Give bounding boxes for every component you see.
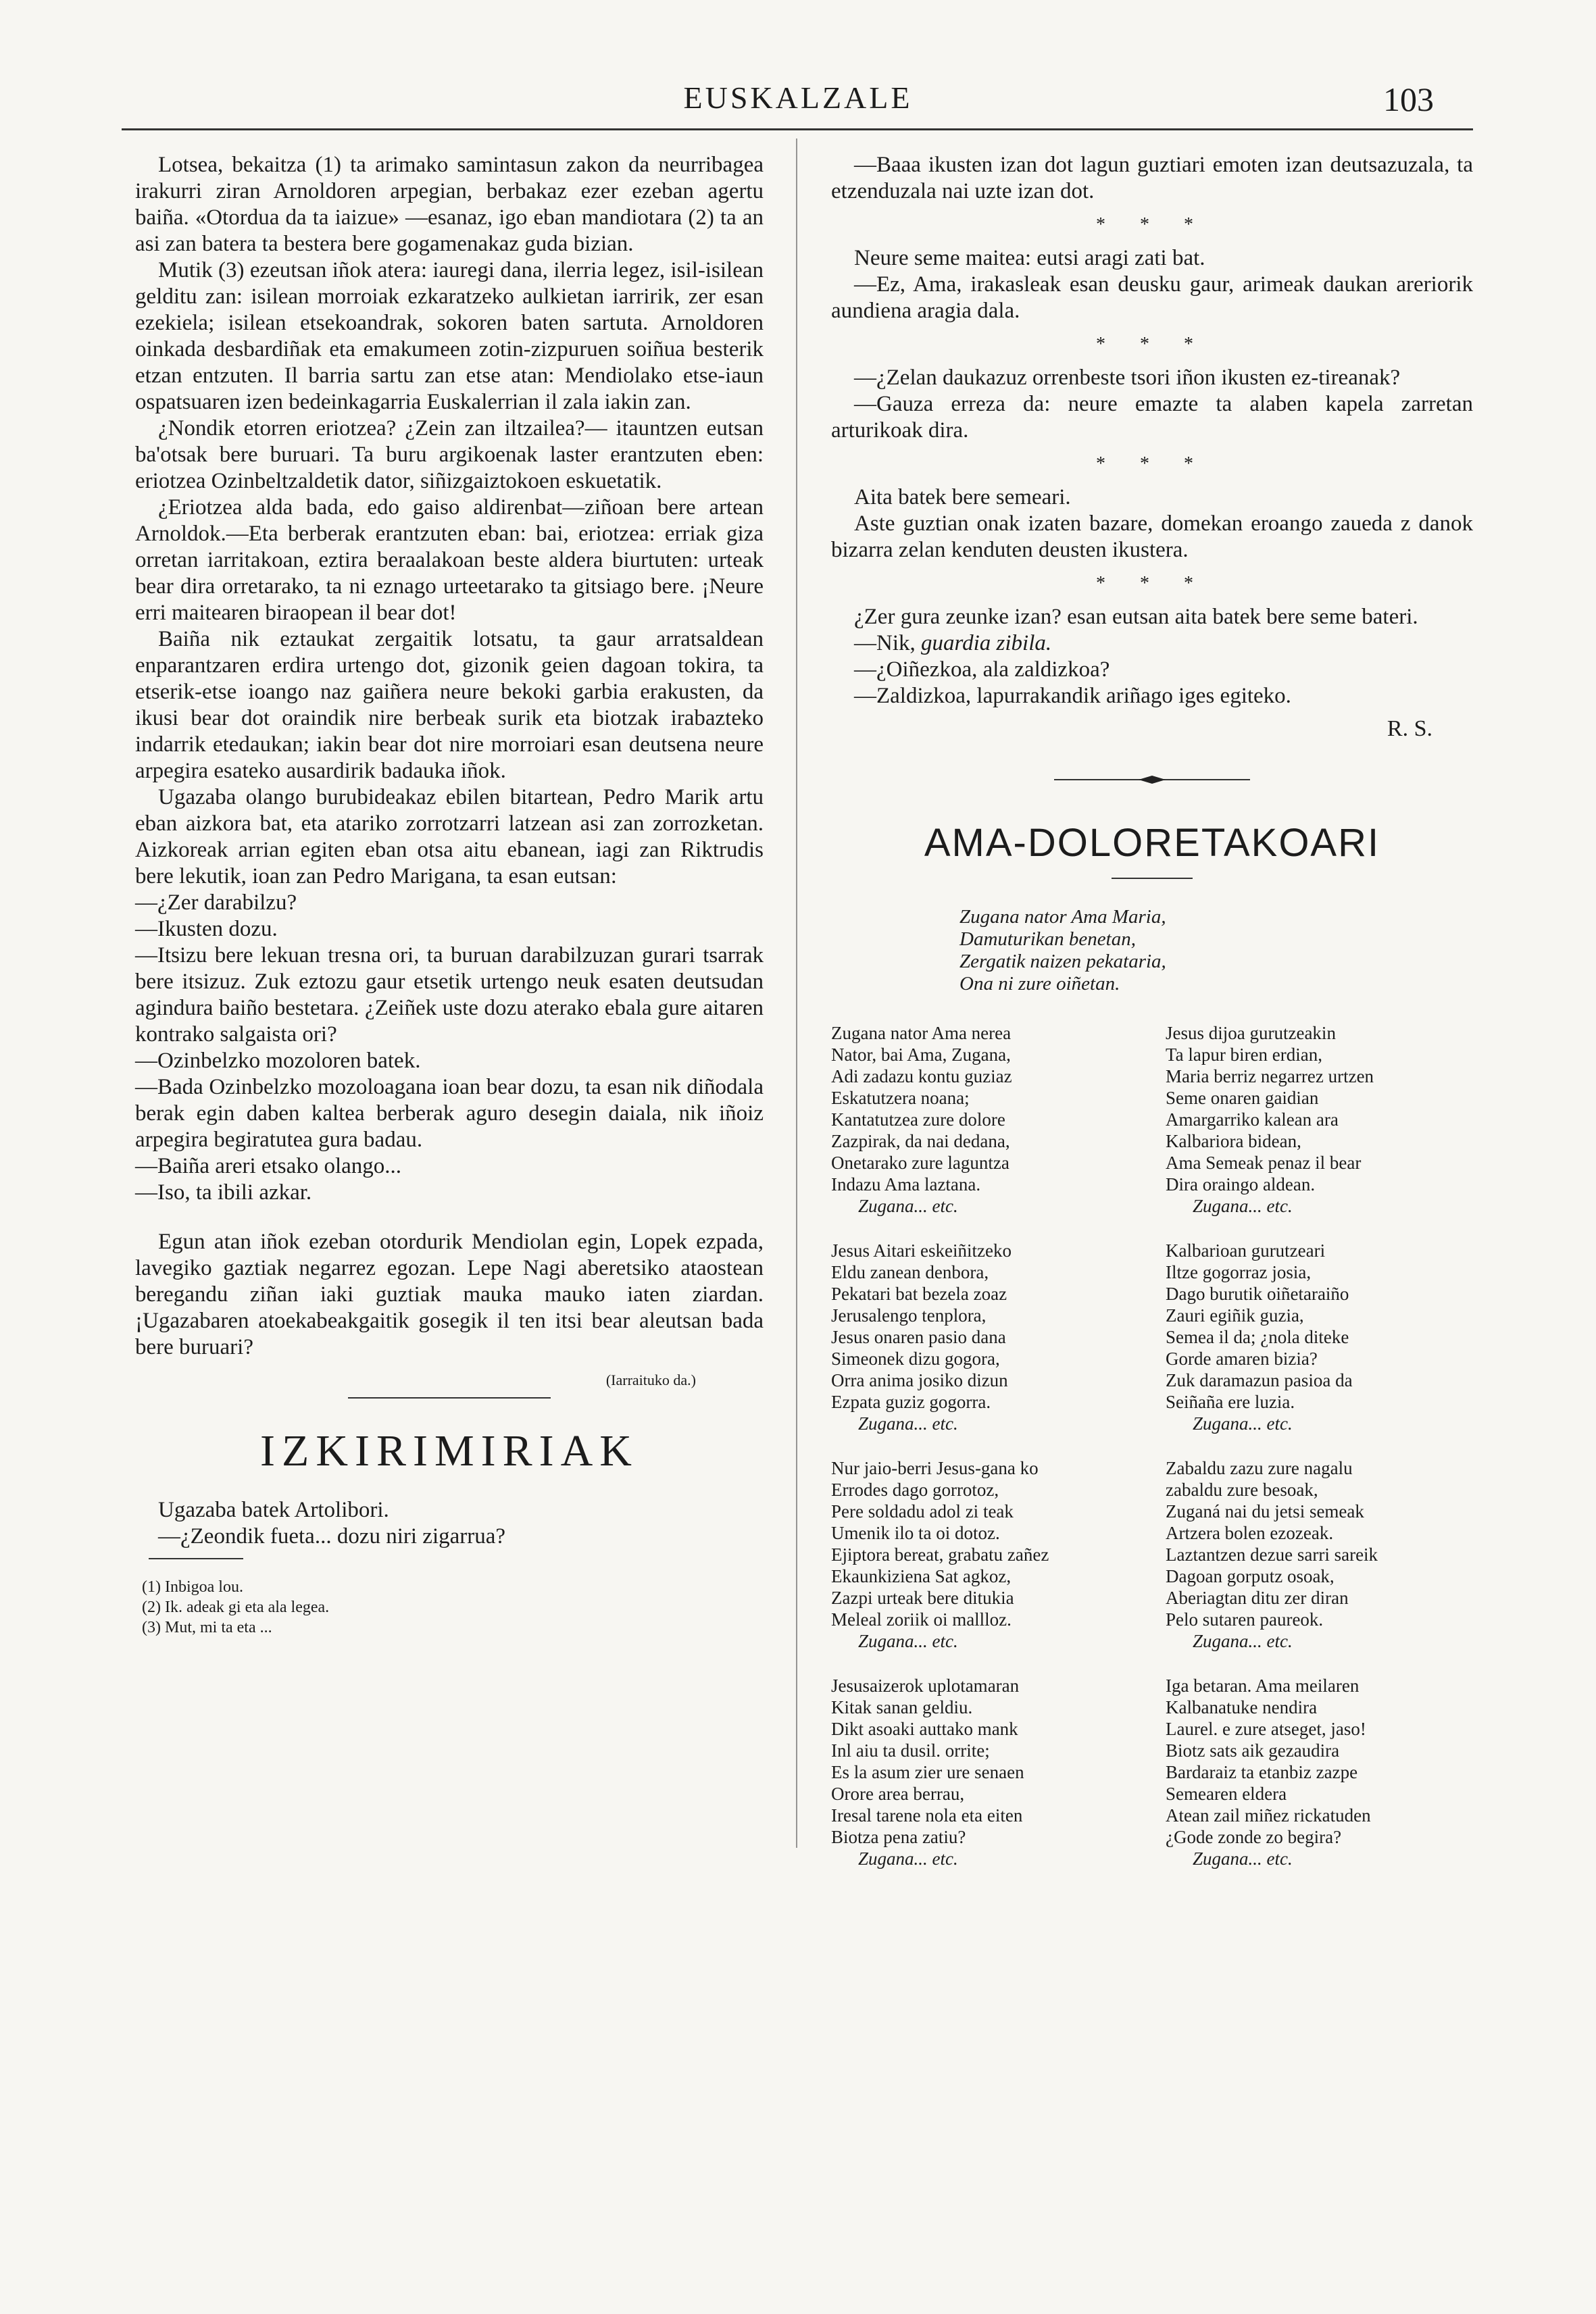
- poem-line: Laurel. e zure atseget, jaso!: [1166, 1719, 1366, 1739]
- poem-refrain: Zugana... etc.: [858, 1848, 958, 1869]
- poem-line: Onetarako zure laguntza: [831, 1153, 1009, 1173]
- poem-refrain: Zugana... etc.: [1193, 1631, 1293, 1651]
- section-separator: [348, 1397, 551, 1399]
- poem-line: Indazu Ama laztana.: [831, 1174, 981, 1194]
- poem-line: Semearen eldera: [1166, 1784, 1287, 1804]
- poem-refrain: Zugana... etc.: [858, 1631, 958, 1651]
- poem-line: Artzera bolen ezozeak.: [1166, 1523, 1334, 1543]
- poem-line: Zuk daramazun pasioa da: [1166, 1370, 1353, 1390]
- poem-line: Jesus onaren pasio dana: [831, 1327, 1006, 1347]
- poem-line: Laztantzen dezue sarri sareik: [1166, 1544, 1378, 1565]
- poem-refrain: Zugana... etc.: [858, 1196, 958, 1216]
- poem-line: Zazpirak, da nai dedana,: [831, 1131, 1010, 1151]
- poem-line: Adi zadazu kontu guziaz: [831, 1066, 1012, 1086]
- poem-stanza: [1166, 1675, 1473, 1869]
- poem-refrain: Zugana... etc.: [1193, 1196, 1293, 1216]
- izkirimiriak-line: —¿Zeondik fueta... dozu niri zigarrua?: [158, 1524, 506, 1549]
- dialogue-emphasis: guardia zibila.: [921, 631, 1052, 655]
- dialogue-line: —Ikusten dozu.: [135, 917, 278, 941]
- dialogue-line: —Iso, ta ibili azkar.: [135, 1180, 312, 1205]
- poem-line: Ekaunkiziena Sat agkoz,: [831, 1566, 1012, 1586]
- paragraph: Baiña nik eztaukat zergaitik lotsatu, ta gaur arratsaldean enparantzaren erdira urtengo dot, gizonik geien dagoan tokira, ta etserik-etse ioango naz gaiñera neure bekoki garbia erakusten, da ikusi bear dot oraindik nire berbeak surik eta biotzak irabazteko indarrik etedaukan; iakin bear dot nire morroiari esan deutsena neure arpegira esateko ausardirik badauka iñok.: [135, 627, 764, 783]
- poem-line: Aberiagtan ditu zer diran: [1166, 1588, 1349, 1608]
- epigraph-line: Zugana nator Ama Maria,: [959, 906, 1166, 928]
- epigraph-line: Zergatik naizen pekataria,: [959, 951, 1166, 972]
- dialogue-line: —Ez, Ama, irakasleak esan deusku gaur, arimeak daukan areriorik aundiena aragia dala.: [831, 272, 1473, 323]
- footnote: (2) Ik. adeak gi eta ala legea.: [142, 1599, 330, 1616]
- poem-line: Iltze gogorraz josia,: [1166, 1262, 1312, 1282]
- paragraph: Lotsea, bekaitza (1) ta arimako samintasun zakon da neurribagea irakurri ziran Arnoldoren arpegian, berbakaz ezer ezeban agertu baiña. «Otordua da ta iaizue» —esanaz, igo eban mandiotara (2) ta an asi zan batera ta bestera bere gogamenakaz guda bizian.: [135, 153, 764, 256]
- poem-stanzas: [831, 1022, 1473, 1869]
- dialogue-line: —Zaldizkoa, lapurrakandik ariñago iges egiteko.: [854, 684, 1291, 708]
- epigraph-line: Damuturikan benetan,: [959, 928, 1136, 950]
- poem-line: Dira oraingo aldean.: [1166, 1174, 1316, 1194]
- dialogue-line: —¿Oiñezkoa, ala zaldizkoa?: [854, 657, 1110, 682]
- poem-line: Pelo sutaren paureok.: [1166, 1609, 1324, 1630]
- title-rule: [1112, 878, 1193, 879]
- poem-line: Orore area berrau,: [831, 1784, 965, 1804]
- poem-line: Pekatari bat bezela zoaz: [831, 1284, 1007, 1304]
- poem-line: Ta lapur biren erdian,: [1166, 1045, 1323, 1065]
- poem-line: Simeonek dizu gogora,: [831, 1349, 1000, 1369]
- continued-note: (Iarraituko da.): [605, 1372, 696, 1388]
- poem-line: Nator, bai Ama, Zugana,: [831, 1045, 1011, 1065]
- dialogue-line: —Gauza erreza da: neure emazte ta alaben kapela zarretan arturikoak dira.: [831, 392, 1473, 443]
- poem-line: ¿Gode zonde zo begira?: [1166, 1827, 1342, 1847]
- poem-line: Zabaldu zazu zure nagalu: [1166, 1458, 1353, 1478]
- dialogue-line: Neure seme maitea: eutsi aragi zati bat.: [854, 246, 1205, 270]
- poem-line: Eskatutzera noana;: [831, 1088, 970, 1108]
- poem-line: Amargarriko kalean ara: [1166, 1109, 1339, 1130]
- section-title-ama-doloretakoari: AMA-DOLORETAKOARI: [924, 821, 1380, 865]
- page-number: 103: [1383, 80, 1434, 118]
- ornament-asterisks: * * *: [1096, 573, 1208, 594]
- poem-refrain: Zugana... etc.: [1193, 1413, 1293, 1434]
- poem-line: Inl aiu ta dusil. orrite;: [831, 1740, 990, 1761]
- poem-line: Dagoan gorputz osoak,: [1166, 1566, 1335, 1586]
- dialogue-line: —Ozinbelzko mozoloren batek.: [135, 1049, 421, 1073]
- poem-line: Orra anima josiko dizun: [831, 1370, 1008, 1390]
- column-divider: [796, 139, 797, 1848]
- dialogue-prefix: —Nik,: [854, 631, 921, 655]
- poem-line: Pere soldadu adol zi teak: [831, 1501, 1014, 1521]
- footnote-rule: [149, 1558, 243, 1559]
- dialogue-line: Aita batek bere semeari.: [854, 485, 1071, 509]
- poem-line: Jesus Aitari eskeiñitzeko: [831, 1240, 1012, 1261]
- poem-stanza: [831, 1675, 1139, 1869]
- poem-line: Kitak sanan geldiu.: [831, 1697, 973, 1717]
- poem-line: Umenik ilo ta oi dotoz.: [831, 1523, 1000, 1543]
- running-head: [0, 80, 1596, 134]
- poem-line: Biotza pena zatiu?: [831, 1827, 966, 1847]
- signature: R. S.: [1387, 716, 1432, 741]
- poem-line: Dago burutik oiñetaraiño: [1166, 1284, 1349, 1304]
- closing-paragraph: Egun atan iñok ezeban otordurik Mendiolan egin, Lopek ezpada, lavegiko gaztiak negarrez egozan. Lepe Nagi aberetsiko ataostean beregandu ziñan iaki guztiak mauka mauko iaten ziardan. ¡Ugazabaren atoekabeakgaitik gosegik il ten itsi bear aleutsan bada bere buruari?: [135, 1230, 764, 1359]
- section-title-izkirimiriak: IZKIRIMIRIAK: [260, 1426, 639, 1476]
- paragraph: Mutik (3) ezeutsan iñok atera: iauregi dana, ilerria legez, isil-isilean gelditu zan: isilean morroiak ezkaratzeko aulkietan iarririk, zer esan ezekiela; isilean etsekoandrak, sokoren baten sartuta. Arnoldoren oinkada desbardiñak eta emakumeen zotin-zizpuruen soiñua besterik etzan entzuten. Il barria sartu zan etse atan: Mendiolako etse-iaun ospatsuaren izen bedeinkagarria Euskalerrian il zala iakin zan.: [135, 258, 764, 414]
- poem-line: Kalbanatuke nendira: [1166, 1697, 1318, 1717]
- poem-line: zabaldu zure besoak,: [1166, 1480, 1318, 1500]
- poem-line: Seme onaren gaidian: [1166, 1088, 1319, 1108]
- poem-line: Ama Semeak penaz il bear: [1166, 1153, 1362, 1173]
- poem-line: Es la asum zier ure senaen: [831, 1762, 1024, 1782]
- dialogue-line: —Baaa ikusten izan dot lagun guztiari emoten izan deutsazuzala, ta etzenduzala nai uzte izan dot.: [831, 153, 1473, 203]
- poem-line: Errodes dago gorrotoz,: [831, 1480, 999, 1500]
- section-separator: [831, 766, 1473, 793]
- running-title: EUSKALZALE: [683, 80, 913, 115]
- left-column: [135, 152, 764, 1638]
- poem-stanza: [1166, 1022, 1473, 1217]
- poem-line: Iga betaran. Ama meilaren: [1166, 1676, 1360, 1696]
- poem-line: Zauri egiñik guzia,: [1166, 1305, 1304, 1326]
- paragraph: ¿Eriotzea alda bada, edo gaiso aldirenbat—ziñoan bere artean Arnoldok.—Eta berberak erantzuten eban: bai, eriotzea: erriak giza orretan iarritakoan, eztira beraalakoan beste aldera biurtuten: urteak bear dira orretarako, ta ni eznago urteetarako ta gitsiago bere. ¡Neure erri maitearen biraopean il bear dot!: [135, 495, 764, 625]
- dialogue-line: —¿Zer darabilzu?: [135, 890, 297, 915]
- poem-line: Eldu zanean denbora,: [831, 1262, 989, 1282]
- dialogue-line: [831, 630, 1473, 657]
- ornament-asterisks: * * *: [1096, 214, 1208, 235]
- poem-stanza: [831, 1240, 1139, 1434]
- header-rule: [122, 128, 1473, 130]
- poem-line: Meleal zoriik oi mallloz.: [831, 1609, 1012, 1630]
- dialogue-line: Aste guztian onak izaten bazare, domekan eroango zaueda z danok bizarra zelan kenduten deusten ikustera.: [831, 511, 1473, 562]
- poem-line: Ezpata guziz gogorra.: [831, 1392, 991, 1412]
- poem-line: Zuganá nai du jetsi semeak: [1166, 1501, 1364, 1521]
- poem-line: Atean zail miñez rickatuden: [1166, 1805, 1371, 1826]
- poem-stanza: [831, 1457, 1139, 1652]
- dialogue-line: —Baiña areri etsako olango...: [135, 1154, 402, 1178]
- epigraph-line: Ona ni zure oiñetan.: [959, 973, 1120, 995]
- dialogue-line: ¿Zer gura zeunke izan? esan eutsan aita batek bere seme bateri.: [854, 605, 1418, 629]
- poem-line: Kalbariora bidean,: [1166, 1131, 1301, 1151]
- dialogue-block: [135, 890, 764, 1206]
- ornament-asterisks: * * *: [1096, 334, 1208, 355]
- spacer: [135, 1206, 764, 1229]
- poem-line: Gorde amaren bizia?: [1166, 1349, 1318, 1369]
- right-column: [831, 152, 1473, 1869]
- poem-stanza: [1166, 1240, 1473, 1434]
- dialogue-line: —Bada Ozinbelzko mozoloagana ioan bear dozu, ta esan nik diñodala berak egin daben kaltea berberak aguro desegin daiala, nik iñoiz arpegira begiratutea gura badau.: [135, 1075, 764, 1152]
- poem-line: Kalbarioan gurutzeari: [1166, 1240, 1326, 1261]
- poem-line: Jesus dijoa gurutzeakin: [1166, 1023, 1336, 1043]
- footnotes: [135, 1577, 764, 1638]
- poem-line: Maria berriz negarrez urtzen: [1166, 1066, 1374, 1086]
- poem-refrain: Zugana... etc.: [1193, 1848, 1293, 1869]
- paragraph: Ugazaba olango burubideakaz ebilen bitartean, Pedro Marik artu eban aizkora bat, eta atariko zorrotzarri latzean asi zan zorrozketan. Aizkoreak arrian egiten eban otsa aitu ebanean, iagi zan Riktrudis bere lekutik, ioan zan Pedro Marigana, ta esan eutsan:: [135, 785, 764, 888]
- paragraph: ¿Nondik etorren eriotzea? ¿Zein zan iltzailea?— itauntzen eutsan ba'otsak bere buruari. Ta buru argikoenak laster erantzuten eben: eriotzea Ozinbeltzaldetik dator, siñizgaiztokoen eskuetatik.: [135, 416, 764, 493]
- poem-stanza: [1166, 1457, 1473, 1652]
- footnote: (3) Mut, mi ta eta ...: [142, 1619, 272, 1636]
- poem-line: Zazpi urteak bere ditukia: [831, 1588, 1014, 1608]
- poem-line: Bardaraiz ta etanbiz zazpe: [1166, 1762, 1358, 1782]
- poem-line: Jesusaizerok uplotamaran: [831, 1676, 1020, 1696]
- poem-line: Biotz sats aik gezaudira: [1166, 1740, 1340, 1761]
- poem-refrain: Zugana... etc.: [858, 1413, 958, 1434]
- poem-line: Nur jaio-berri Jesus-gana ko: [831, 1458, 1039, 1478]
- dialogue-line: —¿Zelan daukazuz orrenbeste tsori iñon ikusten ez-tireanak?: [854, 366, 1401, 390]
- poem-stanza: [831, 1022, 1139, 1217]
- poem-line: Dikt asoaki auttako mank: [831, 1719, 1018, 1739]
- poem-line: Zugana nator Ama nerea: [831, 1023, 1012, 1043]
- poem-line: Iresal tarene nola eta eiten: [831, 1805, 1023, 1826]
- poem-line: Jerusalengo tenplora,: [831, 1305, 987, 1326]
- izkirimiriak-line: Ugazaba batek Artolibori.: [158, 1498, 389, 1522]
- poem-line: Semea il da; ¿nola diteke: [1166, 1327, 1349, 1347]
- footnote: (1) Inbigoa lou.: [142, 1578, 243, 1596]
- dialogue-line: —Itsizu bere lekuan tresna ori, ta buruan darabilzuzan gurari tsarrak bere itsizuz. Zuk eztozu gaur etsetik urtengo neuk esaten deutsudan agindura baiño bestetara. ¿Zeiñek uste dozu aterako ebala gure aitaren kontrako salgaista ori?: [135, 943, 764, 1047]
- poem-line: Seiñaña ere luzia.: [1166, 1392, 1295, 1412]
- epigraph: [959, 906, 1473, 995]
- poem-line: Kantatutzea zure dolore: [831, 1109, 1005, 1130]
- ornament-asterisks: * * *: [1096, 453, 1208, 474]
- poem-line: Ejiptora bereat, grabatu zañez: [831, 1544, 1049, 1565]
